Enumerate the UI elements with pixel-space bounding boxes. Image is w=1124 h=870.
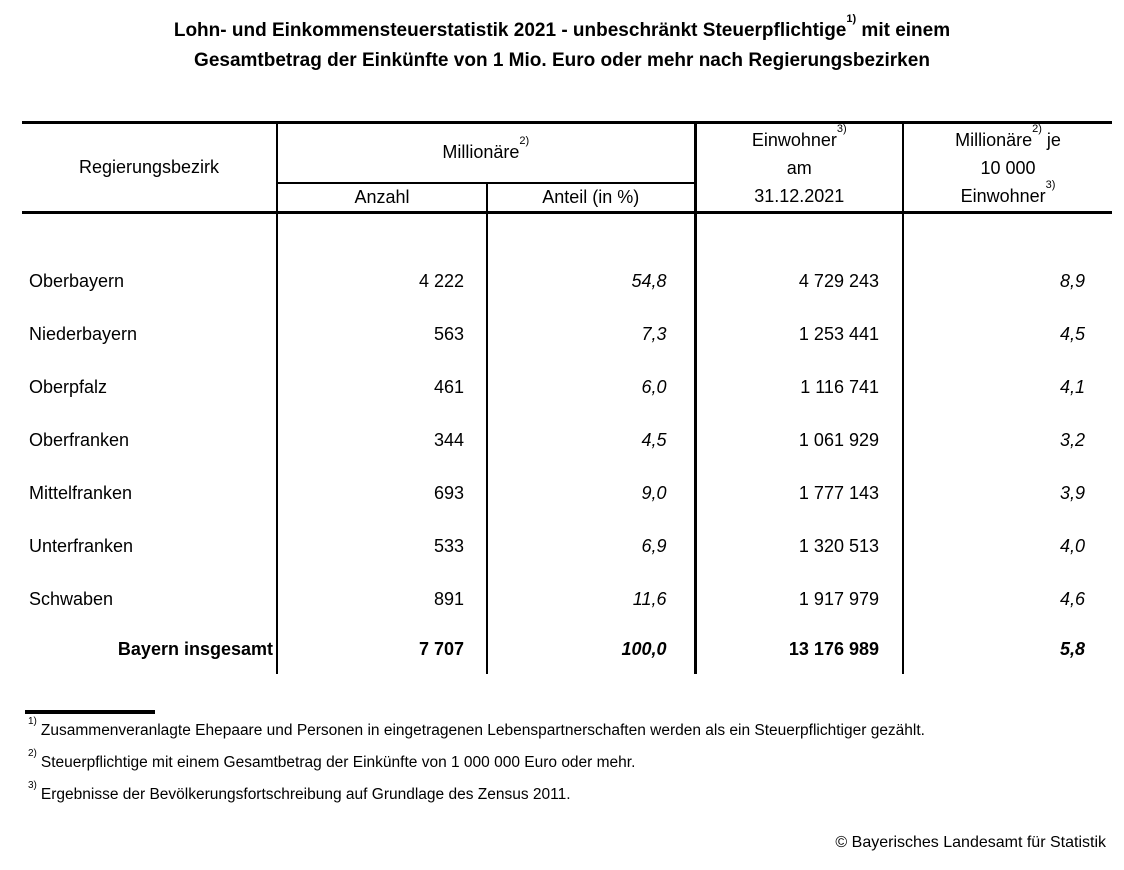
- column-group-millionaere: [277, 123, 695, 183]
- rate-label-1: Millionäre: [955, 129, 1033, 150]
- column-header-regierungsbezirk: Regierungsbezirk: [22, 123, 277, 213]
- footnote-3-marker: 3): [28, 779, 37, 791]
- einwohner-cell: 1 061 929: [695, 414, 903, 467]
- column-header-anzahl: Anzahl: [277, 183, 487, 213]
- millionaere-label: Millionäre: [442, 142, 520, 163]
- einwohner-label: Einwohner: [751, 129, 837, 150]
- table-row: [22, 573, 1112, 626]
- total-rate-cell: 5,8: [1059, 639, 1085, 659]
- table-row: [22, 520, 1112, 573]
- rate-header-line3: [904, 178, 1112, 210]
- rate-cell: 8,9: [1059, 270, 1085, 291]
- table-row: [22, 255, 1112, 308]
- statistics-table: [22, 121, 1112, 674]
- footnote-3-text: Ergebnisse der Bevölkerungsfortschreibung auf Grundlage des Zensus 2011.: [40, 786, 571, 803]
- total-einwohner-cell: 13 176 989: [695, 626, 903, 674]
- rate-label-2: je: [1041, 129, 1061, 150]
- einwohner-cell: 1 917 979: [695, 573, 903, 626]
- rate-cell: 4,0: [1059, 535, 1085, 556]
- column-header-einwohner: [695, 123, 903, 213]
- einwohner-header-line2: am: [786, 157, 812, 178]
- footnote-1-text: Zusammenveranlagte Ehepaare und Personen in eingetragenen Lebenspartnerschaften werden als ein Steuerpflichtiger gezählt.: [40, 722, 925, 739]
- anzahl-cell: 344: [277, 414, 487, 467]
- rate-cell: 3,2: [1059, 429, 1085, 450]
- footnote-2: [28, 747, 925, 773]
- region-cell: Oberbayern: [22, 255, 277, 308]
- page-title-line2: Gesamtbetrag der Einkünfte von 1 Mio. Euro oder mehr nach Regierungsbezirken: [194, 50, 930, 71]
- total-row: [22, 626, 1112, 674]
- total-anzahl-cell: 7 707: [277, 626, 487, 674]
- einwohner-cell: 1 320 513: [695, 520, 903, 573]
- anzahl-cell: 4 222: [277, 255, 487, 308]
- title-text-1: Lohn- und Einkommensteuerstatistik 2021 - unbeschränkt Steuerpflichtige: [173, 20, 847, 41]
- footnote-2-marker: 2): [28, 747, 37, 759]
- rate-header-line2: 10 000: [980, 157, 1036, 178]
- anteil-cell: 7,3: [487, 308, 695, 361]
- rate-footnote-marker-1: 2): [1032, 122, 1042, 135]
- rate-footnote-marker-3: 3): [1045, 178, 1056, 191]
- einwohner-cell: 1 777 143: [695, 467, 903, 520]
- rate-cell: 3,9: [1059, 482, 1085, 503]
- anteil-cell: 6,0: [487, 361, 695, 414]
- footnote-3: [28, 779, 925, 805]
- region-cell: Niederbayern: [22, 308, 277, 361]
- page-title-line1: [0, 12, 1124, 46]
- footnote-divider: [25, 710, 155, 714]
- total-anteil-cell: 100,0: [487, 626, 695, 674]
- rate-cell: 4,1: [1059, 376, 1085, 397]
- copyright-notice: © Bayerisches Landesamt für Statistik: [835, 834, 1106, 851]
- region-cell: Schwaben: [22, 573, 277, 626]
- einwohner-cell: 1 116 741: [695, 361, 903, 414]
- rate-cell: 4,5: [1059, 323, 1085, 344]
- footnote-1: [28, 715, 925, 741]
- anzahl-cell: 533: [277, 520, 487, 573]
- table-header: [22, 123, 1112, 213]
- page-title: [0, 12, 1124, 76]
- rate-cell: 4,6: [1059, 588, 1085, 609]
- table-row: [22, 467, 1112, 520]
- table-row: [22, 308, 1112, 361]
- region-cell: Unterfranken: [22, 520, 277, 573]
- footnote-1-marker: 1): [28, 715, 37, 727]
- spacer-row: [22, 213, 1112, 255]
- anteil-cell: 54,8: [487, 255, 695, 308]
- einwohner-cell: 1 253 441: [695, 308, 903, 361]
- rate-label-3: Einwohner: [960, 185, 1046, 206]
- anteil-cell: 6,9: [487, 520, 695, 573]
- einwohner-cell: 4 729 243: [695, 255, 903, 308]
- table-row: [22, 414, 1112, 467]
- einwohner-header-line3: 31.12.2021: [754, 185, 845, 206]
- column-header-millionaere-je-einwohner: [903, 123, 1112, 213]
- region-cell: Mittelfranken: [22, 467, 277, 520]
- anzahl-cell: 891: [277, 573, 487, 626]
- rate-header-line1: [904, 122, 1112, 154]
- title-footnote-marker-1: 1): [846, 12, 857, 25]
- footnote-2-text: Steuerpflichtige mit einem Gesamtbetrag der Einkünfte von 1 000 000 Euro oder mehr.: [40, 754, 636, 771]
- anzahl-cell: 461: [277, 361, 487, 414]
- table-body: [22, 213, 1112, 674]
- anteil-cell: 4,5: [487, 414, 695, 467]
- footnotes: [28, 715, 925, 817]
- title-text-2: mit einem: [856, 20, 951, 41]
- einwohner-header-line1: [697, 122, 903, 154]
- einwohner-footnote-marker: 3): [836, 122, 847, 135]
- table-row: [22, 361, 1112, 414]
- total-region-cell: Bayern insgesamt: [22, 626, 277, 674]
- anteil-cell: 9,0: [487, 467, 695, 520]
- region-cell: Oberfranken: [22, 414, 277, 467]
- anzahl-cell: 563: [277, 308, 487, 361]
- millionaere-footnote-marker: 2): [519, 135, 530, 148]
- region-cell: Oberpfalz: [22, 361, 277, 414]
- column-header-anteil: Anteil (in %): [487, 183, 695, 213]
- anzahl-cell: 693: [277, 467, 487, 520]
- header-row-1: [22, 123, 1112, 183]
- anteil-cell: 11,6: [487, 573, 695, 626]
